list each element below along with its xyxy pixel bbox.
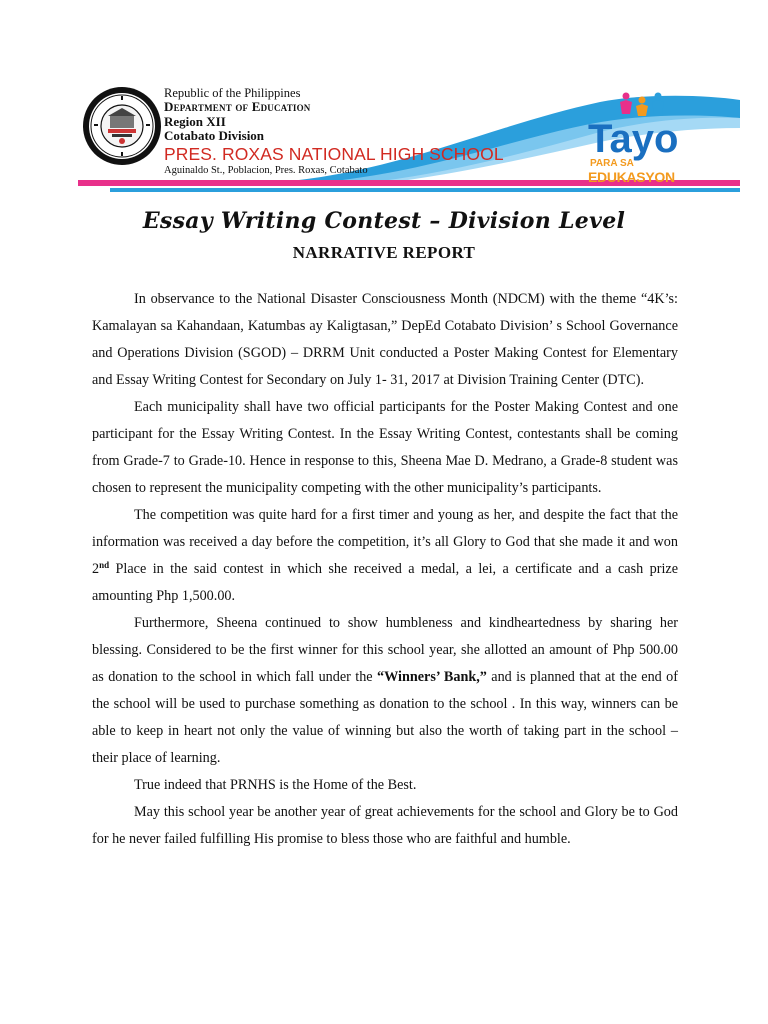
school-seal-icon: [82, 86, 162, 166]
school-address: Aguinaldo St., Poblacion, Pres. Roxas, Cotabato: [164, 165, 368, 177]
region-line: Region XII: [164, 113, 226, 129]
winners-bank-label: “Winners’ Bank,”: [376, 669, 487, 685]
school-name: PRES. ROXAS NATIONAL HIGH SCHOOL: [164, 143, 504, 164]
letterhead-text: [164, 86, 584, 177]
ordinal-suffix: nd: [99, 560, 110, 570]
paragraph-5: True indeed that PRNHS is the Home of the Best.: [134, 777, 417, 793]
paragraph-4-text-a: Furthermore, Sheena continued to show humbleness and kindheartedness by sharing her blessing. Considered to be the first winner for this school year, she allotted an amount of Php 500.00 as donation to the school in which fall under the: [92, 615, 678, 685]
paragraph-2: Each municipality shall have two official participants for the Poster Making Contest and one participant for the Essay Writing Contest. In the Essay Writing Contest, contestants shall be coming from Grade-7 to Grade-10. Hence in response to this, Sheena Mae D. Medrano, a Grade-8 student was chosen to represent the municipality competing with the other municipality’s participants.: [92, 399, 678, 496]
tayo-wordmark: Tayo: [588, 117, 679, 161]
department-line: Department of Education: [164, 99, 311, 114]
para-sa-wordmark: PARA SA: [590, 158, 634, 169]
tayo-edukasyon-logo: [584, 90, 688, 186]
paragraph-6: May this school year be another year of great achievements for the school and Glory be to God for he never failed fulfilling His promise to bless those who are faithful and humble.: [92, 804, 678, 847]
paragraph-1: In observance to the National Disaster Consciousness Month (NDCM) with the theme “4K’s: Kamalayan sa Kahandaan, Katumbas ay Kaligtasan,” DepEd Cotabato Division’ s School Governance and Operations Division (SGOD) – DRRM Unit conducted a Poster Making Contest for Elementary and Essay Writing Contest for Secondary on July 1- 31, 2017 at Division Training Center (DTC).: [92, 291, 678, 388]
paragraph-4: [92, 610, 678, 772]
republic-line: Republic of the Philippines: [164, 86, 301, 100]
report-body: [92, 286, 678, 853]
paragraph-3-text-b: Place in the said contest in which she received a medal, a lei, a certificate and a cash prize amounting Php 1,500.00.: [92, 561, 678, 604]
document-title: Essay Writing Contest – Division Level: [142, 208, 626, 234]
edukasyon-wordmark: EDUKASYON: [588, 169, 675, 185]
paragraph-3-text-a: The competition was quite hard for a first timer and young as her, and despite the fact that the information was received a day before the competition, it’s all Glory to God that she made it and won 2: [92, 507, 678, 577]
paragraph-4-text-b: and is planned that at the end of the school will be used to purchase something as donation to the school . In this way, winners can be able to keep in heart not only the value of winning but also the worth of taking part in the school – their place of learning.: [92, 669, 678, 766]
paragraph-3: [92, 502, 678, 610]
letterhead: [0, 0, 768, 200]
division-line: Cotabato Division: [164, 128, 265, 144]
document-subtitle: NARRATIVE REPORT: [292, 243, 476, 262]
